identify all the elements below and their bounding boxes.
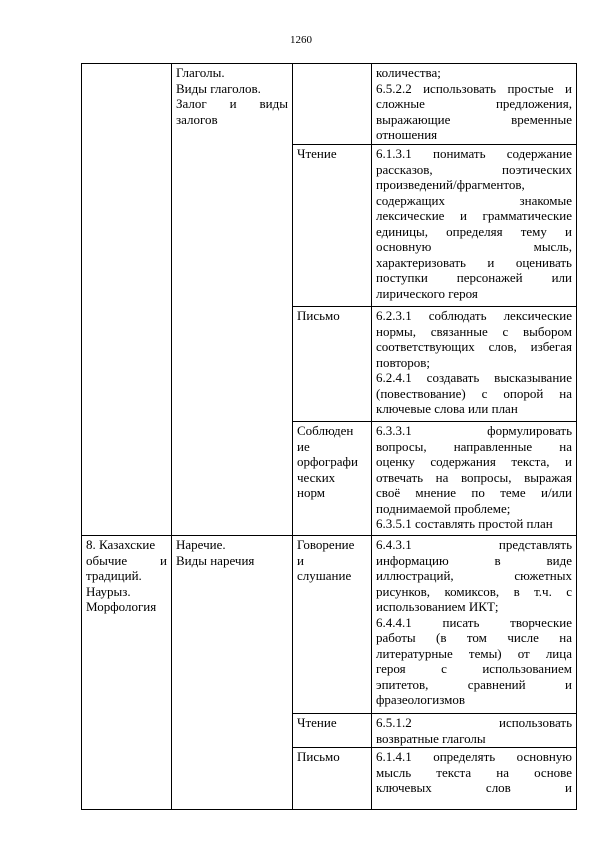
objective-line: отвечать на вопросы, выражая [376, 469, 572, 485]
grammar-cell [172, 536, 293, 810]
page-number: 1260 [290, 34, 312, 46]
objective-line: лексические и грамматические [376, 208, 572, 223]
objective-line: вопросы, направленные на [376, 438, 572, 454]
skill-cell [293, 748, 372, 810]
grammar-line: залогов [176, 111, 218, 127]
objective-line: использованием ИКТ; [376, 599, 499, 614]
objective-line: рисунков, комиксов, в т.ч. с [376, 583, 572, 599]
objective-line: содержащих знакомые [376, 192, 572, 208]
objective-line: соответствующих слов, избегая [376, 339, 572, 354]
objectives-cell [372, 145, 577, 307]
objective-line: 6.2.4.1 создавать высказывание [376, 370, 572, 385]
objective-line: единицы, определяя тему и [376, 223, 572, 239]
skill-line: орфографи [297, 454, 358, 469]
grammar-line: Глаголы. [176, 65, 225, 80]
topic-line: Морфология [86, 599, 157, 614]
objectives-cell [372, 64, 577, 145]
topic-cell [82, 64, 172, 536]
objective-line: нормы, связанные с выбором [376, 323, 572, 339]
skill-line: слушание [297, 568, 352, 583]
grammar-line: Виды глаголов. [176, 80, 261, 96]
objective-line: отношения [376, 127, 438, 142]
objective-line: 6.5.1.2 использовать [376, 715, 572, 730]
objective-line: (повествование) с опорой на [376, 385, 572, 401]
objectives-cell [372, 422, 577, 536]
objectives-cell [372, 307, 577, 422]
objective-line: поступки персонажей или [376, 270, 572, 285]
objective-line: лирического героя [376, 285, 478, 301]
objective-line: иллюстраций, сюжетных [376, 568, 572, 583]
objective-line: выражающие временные [376, 111, 572, 127]
skill-line: Письмо [297, 749, 340, 764]
objective-line: 6.1.4.1 определять основную [376, 749, 572, 764]
objective-line: 6.4.4.1 писать творческие [376, 614, 572, 630]
table-row [82, 64, 577, 145]
grammar-line: Виды наречия [176, 552, 255, 568]
skill-line: и [297, 552, 304, 568]
objective-line: характеризовать и оценивать [376, 254, 572, 270]
topic-cell [82, 536, 172, 810]
objective-line: оценку содержания текста, и [376, 454, 572, 469]
skill-line: ческих [297, 469, 336, 485]
grammar-line: Наречие. [176, 537, 226, 552]
skill-line: Чтение [297, 146, 337, 161]
grammar-line: Залог и виды [176, 96, 288, 111]
topic-line: традиций. [86, 568, 142, 583]
objective-line: сложные предложения, [376, 96, 572, 111]
objective-line: ключевых слов и [376, 780, 572, 795]
skill-line: Письмо [297, 308, 340, 323]
objective-line: основную мысль, [376, 239, 572, 254]
objective-line: 6.1.3.1 понимать содержание [376, 146, 572, 161]
objective-line: возвратные глаголы [376, 730, 486, 746]
objective-line: 6.2.3.1 соблюдать лексические [376, 308, 572, 323]
objective-line: фразеологизмов [376, 692, 466, 707]
objective-line: 6.5.2.2 использовать простые и [376, 80, 572, 96]
skill-line: ие [297, 438, 310, 454]
skill-line: норм [297, 485, 325, 500]
objective-line: 6.4.3.1 представлять [376, 537, 572, 552]
objective-line: повторов; [376, 354, 431, 370]
grammar-cell [172, 64, 293, 536]
objective-line: эпитетов, сравнений и [376, 676, 572, 692]
skill-cell [293, 145, 372, 307]
objectives-cell [372, 748, 577, 810]
objective-line: 6.3.5.1 составлять простой план [376, 516, 553, 531]
objectives-cell [372, 714, 577, 748]
curriculum-table [81, 63, 577, 810]
objective-line: 6.3.3.1 формулировать [376, 423, 572, 438]
skill-line: Чтение [297, 715, 337, 730]
topic-line: 8. Казахские [86, 537, 156, 552]
objective-line: героя с использованием [376, 661, 572, 676]
skill-cell [293, 536, 372, 714]
skill-line: Говорение [297, 537, 355, 552]
objective-line: рассказов, поэтических [376, 161, 572, 177]
objective-line: мысль текста на основе [376, 764, 572, 780]
objective-line: информацию в виде [376, 552, 572, 568]
skill-cell [293, 714, 372, 748]
objective-line: работы (в том числе на [376, 630, 572, 645]
skill-line: Соблюден [297, 423, 354, 438]
skill-cell [293, 64, 372, 145]
table-row [82, 536, 577, 714]
topic-line: Наурыз. [86, 583, 131, 599]
topic-line: обычие и [86, 552, 167, 568]
objective-line: поднимаемой проблеме; [376, 500, 511, 516]
objectives-cell [372, 536, 577, 714]
skill-cell [293, 307, 372, 422]
objective-line: своё мнение по теме и/или [376, 485, 572, 500]
objective-line: количества; [376, 65, 441, 80]
objective-line: литературные темы) от лица [376, 645, 572, 661]
objective-line: произведений/фрагментов, [376, 177, 525, 192]
skill-cell [293, 422, 372, 536]
objective-line: ключевые слова или план [376, 401, 518, 416]
